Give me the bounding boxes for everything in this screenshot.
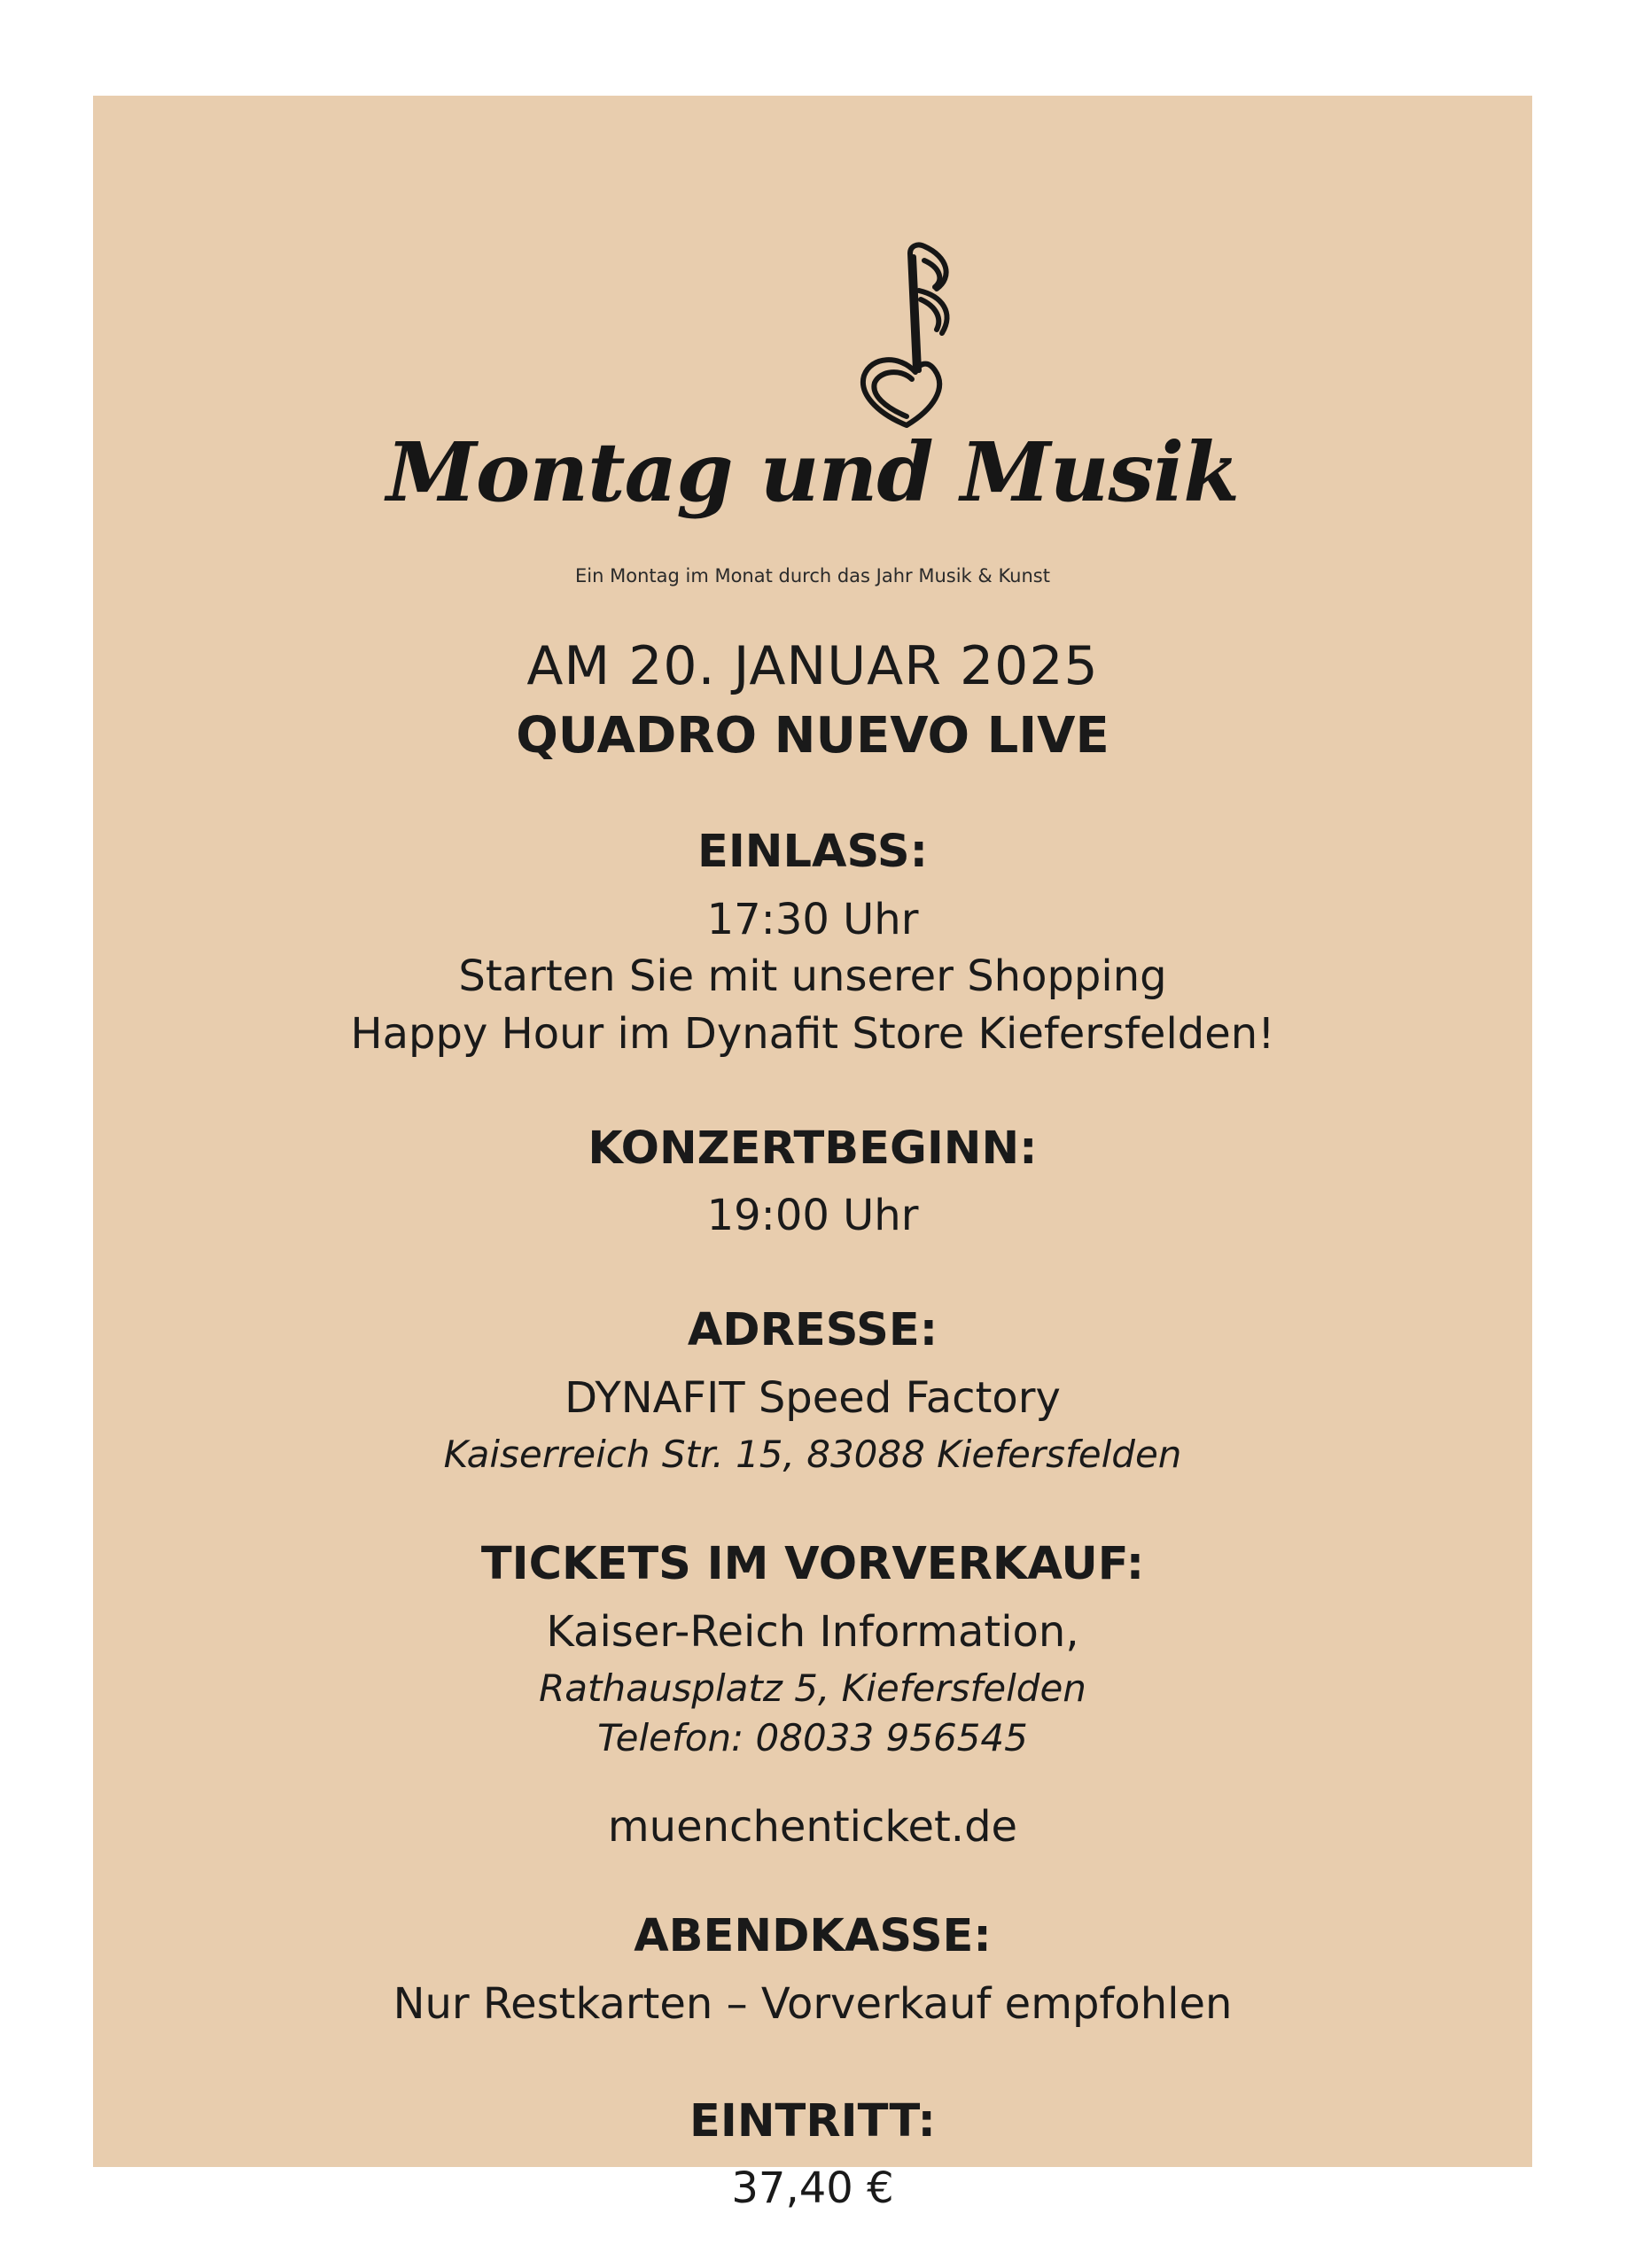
abendkasse-heading: ABENDKASSE: [634,1910,992,1962]
konzertbeginn-time: 19:00 Uhr [706,1191,919,1240]
tickets-website[interactable]: muenchenticket.de [607,1802,1018,1852]
adresse-street: Kaiserreich Str. 15, 83088 Kiefersfelden [443,1433,1182,1476]
adresse-heading: ADRESSE: [687,1304,938,1356]
konzertbeginn-heading: KONZERTBEGINN: [588,1122,1038,1175]
einlass-line-2: Happy Hour im Dynafit Store Kiefersfelden! [350,1009,1275,1059]
logo-tagline: Ein Montag im Monat durch das Jahr Musik & Kunst [575,565,1050,586]
einlass-line-1: Starten Sie mit unserer Shopping [458,951,1167,1001]
event-headline: QUADRO NUEVO LIVE [516,707,1109,765]
tickets-heading: TICKETS IM VORVERKAUF: [480,1538,1145,1590]
tickets-phone: Telefon: 08033 956545 [597,1716,1028,1759]
einlass-heading: EINLASS: [697,826,929,878]
einlass-time: 17:30 Uhr [706,895,919,944]
tickets-address: Rathausplatz 5, Kiefersfelden [539,1666,1086,1710]
eintritt-heading: EINTRITT: [689,2095,936,2148]
adresse-venue: DYNAFIT Speed Factory [564,1373,1061,1423]
tickets-office: Kaiser-Reich Information, [546,1607,1079,1657]
logo-title: Montag und Musik [386,424,1239,520]
music-note-heart-icon [837,237,979,434]
flyer [93,96,1532,2213]
abendkasse-text: Nur Restkarten – Vorverkauf empfohlen [393,1979,1233,2029]
event-date: AM 20. JANUAR 2025 [526,635,1099,697]
eintritt-price: 37,40 € [731,2163,894,2213]
